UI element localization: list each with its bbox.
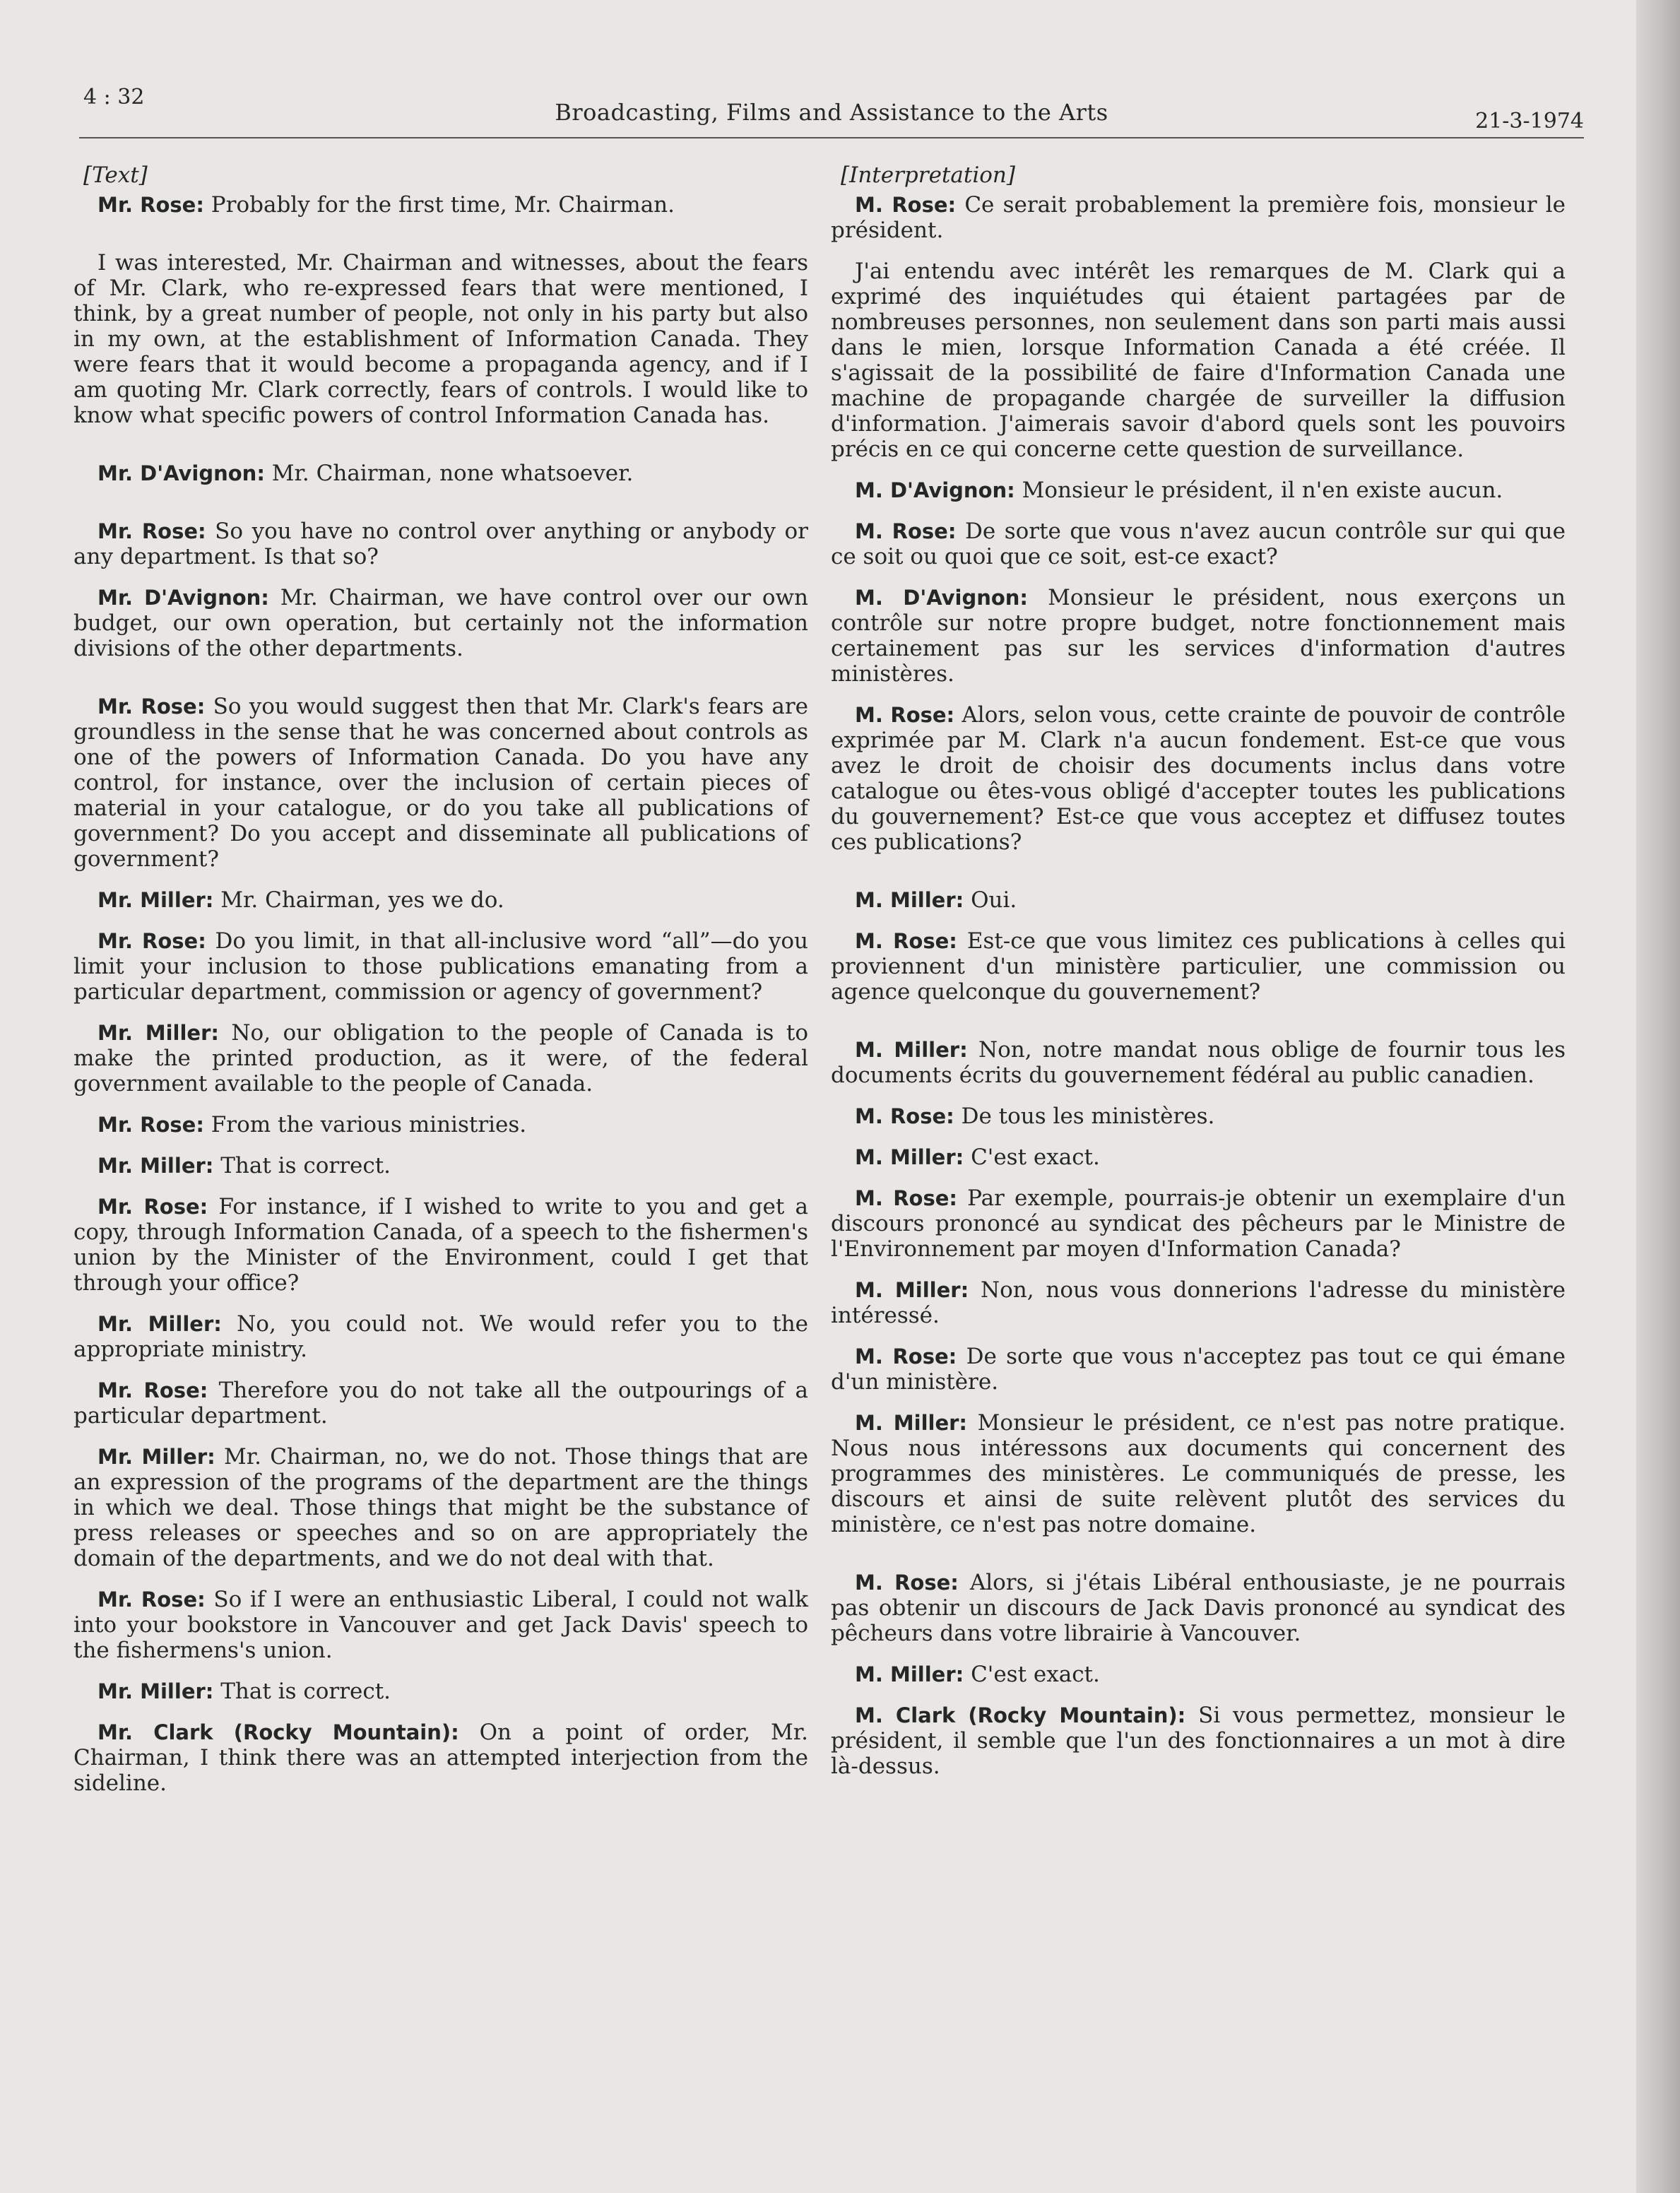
transcript-paragraph [831, 1662, 1566, 1687]
speech-text: De sorte que vous n'acceptez pas tout ce qui émane d'un ministère. [831, 1344, 1566, 1395]
transcript-paragraph [73, 1378, 808, 1429]
speaker-label: M. Miller: [855, 1411, 968, 1435]
speaker-label: Mr. Rose: [97, 193, 204, 217]
transcript-paragraph [831, 1410, 1566, 1537]
speaker-label: M. Miller: [855, 888, 964, 912]
speech-text: Non, notre mandat nous oblige de fournir tous les documents écrits du gouvernement fédéral au public canadien. [831, 1037, 1566, 1088]
speaker-label: M. Rose: [855, 703, 955, 727]
speech-text: C'est exact. [964, 1662, 1100, 1687]
speech-text: I was interested, Mr. Chairman and witnesses, about the fears of Mr. Clark, who re-expressed fears that were mentioned, I think, by a great number of people, not only in his party but also in my own, at the establishment of Information Canada. They were fears that it would become a propaganda agency, and if I am quoting Mr. Clark correctly, fears of controls. I would like to know what specific powers of control Information Canada has. [73, 250, 808, 428]
speaker-label: M. Miller: [855, 1662, 964, 1686]
transcript-paragraph [73, 694, 808, 872]
speaker-label: Mr. Miller: [97, 1312, 222, 1336]
speaker-label: M. Rose: [855, 929, 957, 953]
issue-date: 21-3-1974 [1475, 109, 1584, 134]
transcript-paragraph [73, 1153, 808, 1178]
transcript-paragraph [73, 1311, 808, 1362]
page-header [79, 69, 1584, 138]
transcript-paragraph [73, 1587, 808, 1663]
transcript-paragraph [831, 1277, 1566, 1328]
speech-text: Do you limit, in that all-inclusive word “all”—do you limit your inclusion to those publications emanating from a particular department, commission or agency of government? [73, 928, 808, 1005]
speech-text: Mr. Chairman, no, we do not. Those things that are an expression of the programs of the department are the things in which we deal. Those things that might be the substance of press releases or speeches and so on are appropriately the domain of the departments, and we do not deal with that. [73, 1444, 808, 1571]
speech-text: Monsieur le président, ce n'est pas notre pratique. Nous nous intéressons aux documents qui concernent des programmes des ministères. Le communiqués de presse, les discours et ainsi de suite relèvent plutôt des services du ministère, ce n'est pas notre domaine. [831, 1410, 1566, 1537]
speaker-label: M. Rose: [855, 519, 957, 543]
transcript-paragraph [73, 1112, 808, 1137]
speaker-label: Mr. Rose: [97, 929, 206, 953]
speech-text: Non, nous vous donnerions l'adresse du ministère intéressé. [831, 1277, 1566, 1328]
transcript-paragraph [831, 585, 1566, 687]
transcript-paragraph [73, 585, 808, 661]
speech-text: From the various ministries. [203, 1112, 527, 1137]
speech-text: J'ai entendu avec intérêt les remarques de M. Clark qui a exprimé des inquiétudes qui étaient partagées par de nombreuses personnes, non seulement dans son parti mais aussi dans le mien, lorsque Information Canada a été créée. Il s'agissait de la possibilité de faire d'Information Canada une machine de propagande chargée de surveiller la diffusion d'information. J'aimerais savoir d'abord quels sont les pouvoirs précis en ce qui concerne cette question de surveillance. [831, 259, 1566, 462]
english-column [73, 162, 808, 1811]
speech-text: Monsieur le président, nous exerçons un contrôle sur notre propre budget, notre fonctionnement mais certainement pas sur les services d'information d'autres ministères. [831, 585, 1566, 687]
speech-text: Ce serait probablement la première fois, monsieur le président. [831, 192, 1566, 243]
speaker-label: Mr. D'Avignon: [97, 461, 265, 485]
speech-text: De tous les ministères. [954, 1104, 1215, 1129]
speech-text: So if I were an enthusiastic Liberal, I could not walk into your bookstore in Vancouver and get Jack Davis' speech to the fishermens's union. [73, 1587, 809, 1663]
speech-text: No, you could not. We would refer you to the appropriate ministry. [73, 1311, 808, 1362]
transcript-paragraph [73, 461, 808, 486]
transcript-paragraph [73, 250, 808, 428]
transcript-paragraph [73, 1444, 808, 1571]
speaker-label: Mr. Miller: [97, 888, 214, 912]
speaker-label: M. Rose: [855, 193, 957, 217]
transcript-paragraph [831, 478, 1566, 503]
speaker-label: Mr. Miller: [97, 1021, 219, 1045]
speech-text: Probably for the first time, Mr. Chairman. [203, 192, 675, 218]
transcript-paragraph [831, 259, 1566, 462]
transcript-paragraph [831, 519, 1566, 569]
speech-text: So you have no control over anything or anybody or any department. Is that so? [73, 519, 809, 569]
speech-text: De sorte que vous n'avez aucun contrôle sur qui que ce soit ou quoi que ce soit, est-ce exact? [831, 519, 1566, 569]
speaker-label: M. Rose: [855, 1186, 957, 1210]
transcript-paragraph [831, 1186, 1566, 1262]
speaker-label: Mr. Miller: [97, 1445, 215, 1469]
speaker-label: M. Rose: [855, 1571, 959, 1595]
speaker-label: M. D'Avignon: [855, 478, 1015, 502]
speech-text: Mr. Chairman, none whatsoever. [264, 461, 634, 486]
speaker-label: Mr. Rose: [97, 1378, 208, 1402]
transcript-paragraph [831, 1570, 1566, 1646]
speech-text: Si vous permettez, monsieur le président, il semble que l'un des fonctionnaires a un mot à dire là-dessus. [831, 1703, 1566, 1779]
speech-text: That is correct. [213, 1153, 391, 1178]
speech-text: Alors, si j'étais Libéral enthousiaste, je ne pourrais pas obtenir un discours de Jack Davis prononcé au syndicat des pêcheurs dans votre librairie à Vancouver. [831, 1570, 1566, 1646]
speaker-label: M. Clark (Rocky Mountain): [855, 1703, 1186, 1727]
transcript-paragraph [73, 1720, 808, 1796]
transcript-paragraph [73, 1020, 808, 1096]
speaker-label: M. Rose: [855, 1344, 957, 1369]
speaker-label: M. Miller: [855, 1145, 964, 1169]
speech-text: Alors, selon vous, cette crainte de pouvoir de contrôle exprimée par M. Clark n'a aucun fondement. Est-ce que vous avez le droit de choisir des documents inclus dans votre catalogue ou êtes-vous obligé d'accepter toutes les publications du gouvernement? Est-ce que vous acceptez et diffusez toutes ces publications? [831, 702, 1566, 855]
transcript-paragraph [831, 1703, 1566, 1779]
transcript-paragraph [73, 887, 808, 913]
transcript-paragraph [831, 1037, 1566, 1088]
transcript-paragraph [73, 192, 808, 218]
speaker-label: Mr. Rose: [97, 1113, 204, 1137]
speaker-label: Mr. Rose: [97, 1588, 206, 1612]
speech-text: C'est exact. [964, 1145, 1100, 1170]
speech-text: Mr. Chairman, yes we do. [213, 887, 504, 913]
transcript-paragraph [73, 928, 808, 1005]
speech-text: Therefore you do not take all the outpourings of a particular department. [73, 1378, 809, 1429]
speaker-label: Mr. Miller: [97, 1154, 214, 1178]
running-title: Broadcasting, Films and Assistance to the Arts [555, 99, 1108, 126]
speaker-label: M. Miller: [855, 1278, 969, 1302]
speech-text: Monsieur le président, il n'en existe aucun. [1014, 478, 1503, 503]
speech-text: For instance, if I wished to write to you and get a copy, through Information Canada, of a speech to the fishermen's union by the Minister of the Environment, could I get that through your office? [73, 1194, 808, 1296]
speech-text: Est-ce que vous limitez ces publications à celles qui proviennent d'un ministère particulier, une commission ou agence quelconque du gouvernement? [831, 928, 1566, 1005]
speaker-label: M. Miller: [855, 1038, 968, 1062]
speaker-label: M. D'Avignon: [855, 586, 1029, 610]
transcript-paragraph [73, 519, 808, 569]
speaker-label: Mr. Rose: [97, 694, 206, 719]
page-edge-shadow [1636, 0, 1680, 2193]
speech-text: Par exemple, pourrais-je obtenir un exemplaire d'un discours prononcé au syndicat des pêcheurs par le Ministre de l'Environnement par moyen d'Information Canada? [831, 1186, 1566, 1262]
speaker-label: Mr. Rose: [97, 519, 206, 543]
speech-text: No, our obligation to the people of Canada is to make the printed production, as it were, of the federal government available to the people of Canada. [73, 1020, 808, 1096]
page-number: 4 : 32 [83, 85, 145, 110]
transcript-paragraph [831, 702, 1566, 855]
section-tag: [Text] [83, 162, 148, 188]
french-column [831, 162, 1566, 1795]
transcript-paragraph [73, 1679, 808, 1704]
section-tag: [Interpretation] [841, 162, 1015, 188]
transcript-paragraph [831, 1344, 1566, 1395]
speech-text: Oui. [964, 887, 1017, 913]
speaker-label: Mr. Miller: [97, 1679, 214, 1703]
transcript-paragraph [831, 1104, 1566, 1129]
transcript-paragraph [831, 192, 1566, 243]
transcript-paragraph [73, 1194, 808, 1296]
transcript-paragraph [831, 887, 1566, 913]
speech-text: That is correct. [213, 1679, 391, 1704]
speech-text: On a point of order, Mr. Chairman, I think there was an attempted interjection from the sideline. [73, 1720, 808, 1796]
speaker-label: Mr. Clark (Rocky Mountain): [97, 1720, 459, 1744]
transcript-paragraph [831, 1145, 1566, 1170]
speaker-label: M. Rose: [855, 1104, 954, 1128]
speech-text: So you would suggest then that Mr. Clark's fears are groundless in the sense that he was concerned about controls as one of the powers of Information Canada. Do you have any control, for instance, over the inclusion of certain pieces of material in your catalogue, or do you take all publications of government? Do you accept and disseminate all publications of government? [73, 694, 809, 872]
speaker-label: Mr. D'Avignon: [97, 586, 269, 610]
speaker-label: Mr. Rose: [97, 1195, 208, 1219]
speech-text: Mr. Chairman, we have control over our own budget, our own operation, but certainly not the information divisions of the other departments. [73, 585, 809, 661]
transcript-paragraph [831, 928, 1566, 1005]
